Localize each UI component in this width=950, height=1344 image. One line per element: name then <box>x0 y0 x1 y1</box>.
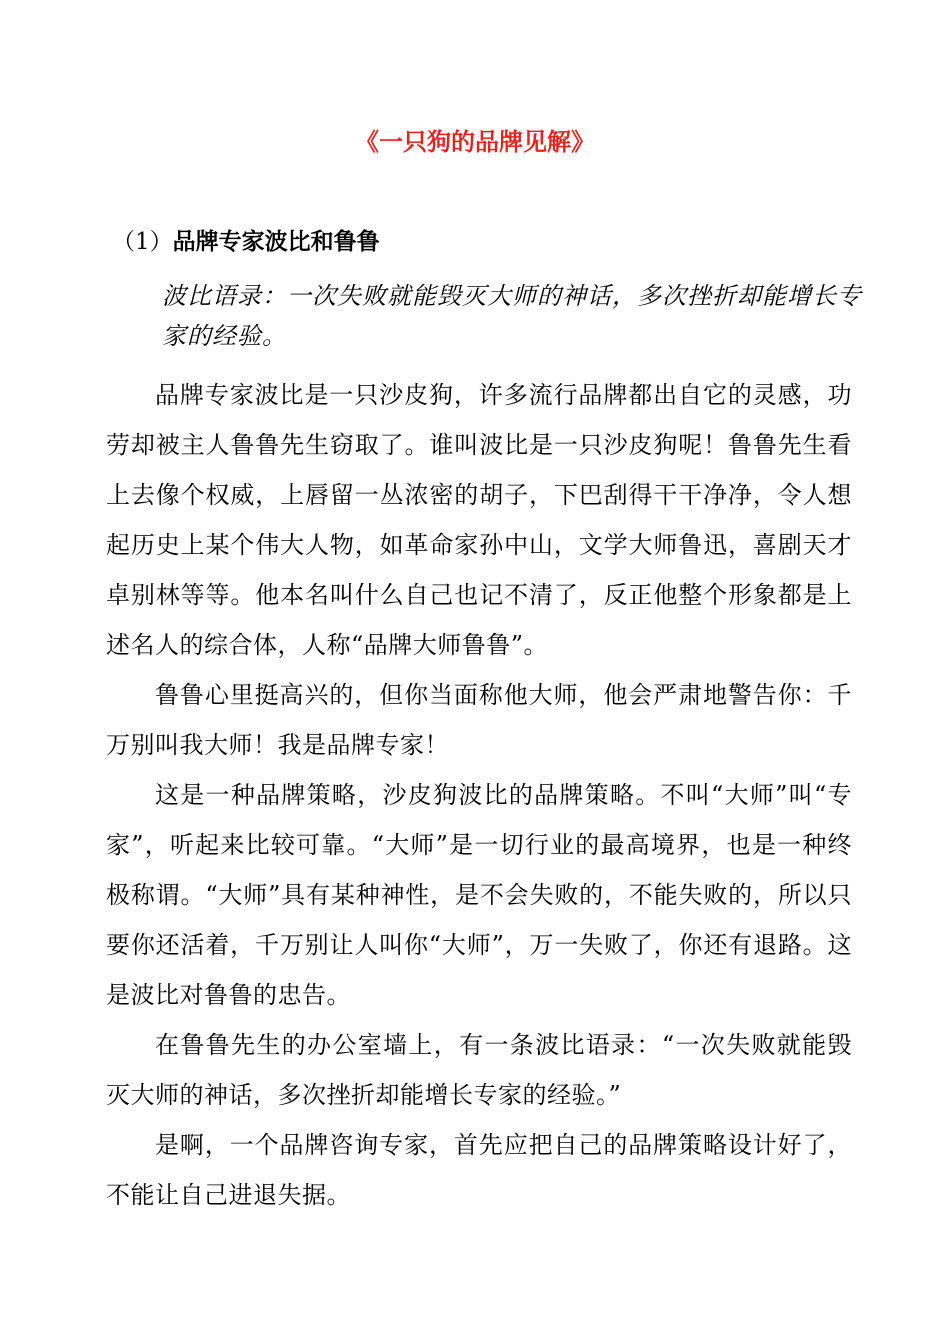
section-heading <box>112 224 380 260</box>
paragraph: 这是一种品牌策略，沙皮狗波比的品牌策略。不叫“大师”叫“专家”，听起来比较可靠。“大师”是一切行业的最高境界，也是一种终极称谓。“大师”具有某种神性，是不会失败的，不能失败的，所以只要你还活着，千万别让人叫你“大师”，万一失败了，你还有退路。这是波比对鲁鲁的忠告。 <box>106 781 852 1009</box>
document-title: 《一只狗的品牌见解》 <box>355 127 595 156</box>
paragraph: 在鲁鲁先生的办公室墙上，有一条波比语录：“一次失败就能毁灭大师的神话，多次挫折却能增长专家的经验。” <box>106 1031 852 1109</box>
section-number: （1） <box>112 229 173 255</box>
paragraph: 是啊，一个品牌咨询专家，首先应把自己的品牌策略设计好了，不能让自己进退失据。 <box>106 1131 852 1209</box>
bobby-quote: 波比语录：一次失败就能毁灭大师的神话，多次挫折却能增长专家的经验。 <box>162 282 862 350</box>
section-title: 品牌专家波比和鲁鲁 <box>172 228 380 255</box>
paragraph: 品牌专家波比是一只沙皮狗，许多流行品牌都出自它的灵感，功劳却被主人鲁鲁先生窃取了。谁叫波比是一只沙皮狗呢！鲁鲁先生看上去像个权威，上唇留一丛浓密的胡子，下巴刮得干干净净，令人想起历史上某个伟大人物，如革命家孙中山，文学大师鲁迅，喜剧天才卓别林等等。他本名叫什么自己也记不清了，反正他整个形象都是上述名人的综合体，人称“品牌大师鲁鲁”。 <box>106 381 852 659</box>
paragraph: 鲁鲁心里挺高兴的，但你当面称他大师，他会严肃地警告你：千万别叫我大师！我是品牌专家！ <box>106 681 852 759</box>
body-text <box>106 370 852 1220</box>
